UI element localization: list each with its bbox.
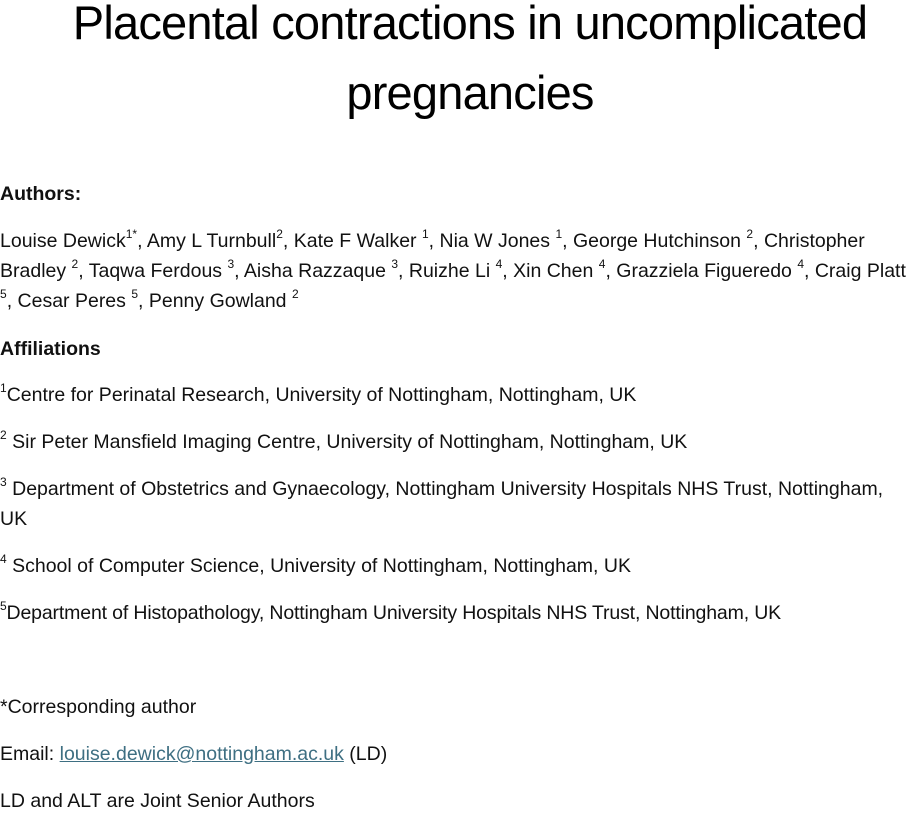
author [439, 226, 573, 252]
authors-heading: Authors: [0, 183, 82, 205]
author-affiliation-number: 4 [797, 256, 804, 271]
author-separator: , [138, 290, 149, 312]
email-line [0, 739, 910, 769]
author-separator: , [428, 230, 440, 252]
author-separator: , [234, 260, 244, 282]
affiliation-number: 2 [0, 427, 7, 442]
email-suffix: (LD) [343, 743, 388, 765]
author-separator: , [137, 230, 147, 252]
affiliation-3 [0, 474, 900, 534]
email-label: Email: [0, 743, 60, 765]
affiliation-4 [0, 551, 910, 581]
author-name: Aisha Razzaque [243, 260, 392, 282]
author-affiliation-number: 2 [71, 256, 79, 271]
author-separator: , [753, 230, 764, 252]
author-name: Grazziela Figueredo [616, 260, 798, 282]
author [148, 286, 299, 312]
author-separator: , [562, 230, 573, 252]
affiliation-text: Department of Histopathology, Nottingham University Hospitals NHS Trust, Nottingham, UK [6, 602, 782, 624]
affiliation-2 [0, 427, 910, 457]
author-name: Craig Platt [814, 260, 906, 282]
author [243, 256, 409, 282]
email-link[interactable]: louise.dewick@nottingham.ac.uk [59, 743, 344, 765]
affiliation-number: 3 [0, 474, 7, 489]
author-name: Louise Dewick [0, 230, 126, 252]
author-affiliation-number: 3 [391, 256, 399, 271]
author-affiliation-number: 1 [421, 226, 429, 241]
author-name: Nia W Jones [439, 230, 556, 252]
author [572, 226, 764, 252]
affiliation-number: 4 [0, 551, 7, 566]
author-separator: , [282, 230, 294, 252]
author-affiliation-number: 1* [125, 226, 138, 241]
author-affiliation-number: 5 [0, 286, 7, 301]
affiliation-text: Department of Obstetrics and Gynaecology, Nottingham University Hospitals NHS Trust, Nottingham, UK [0, 478, 884, 530]
affiliation-5 [0, 598, 910, 628]
author-name: Kate F Walker [293, 230, 422, 252]
author-name: Taqwa Ferdous [88, 260, 228, 282]
author-separator: , [605, 260, 617, 282]
author-name: Xin Chen [513, 260, 599, 282]
author-affiliation-number: 2 [746, 226, 754, 241]
author-affiliation-number: 1 [555, 226, 563, 241]
author [17, 286, 149, 312]
affiliation-number: 5 [0, 598, 7, 613]
author-list [0, 226, 910, 316]
author [88, 256, 244, 282]
author-affiliation-number: 3 [227, 256, 235, 271]
author-name: George Hutchinson [572, 230, 747, 252]
author [293, 226, 440, 252]
author-separator: , [78, 260, 89, 282]
author-affiliation-number: 5 [131, 286, 139, 301]
author-affiliation-number: 4 [495, 256, 503, 271]
affiliation-text: Centre for Perinatal Research, University of Nottingham, Nottingham, UK [6, 384, 637, 406]
author-separator: , [502, 260, 514, 282]
author [616, 256, 815, 282]
author [0, 226, 147, 252]
author [513, 256, 617, 282]
affiliations-heading: Affiliations [0, 338, 101, 360]
affiliation-1 [0, 380, 910, 410]
author-separator: , [804, 260, 815, 282]
affiliation-text: Sir Peter Mansfield Imaging Centre, University of Nottingham, Nottingham, UK [6, 431, 688, 453]
joint-senior-authors-note: LD and ALT are Joint Senior Authors [0, 790, 315, 812]
author [408, 256, 514, 282]
author [146, 226, 294, 252]
author-name: Cesar Peres [17, 290, 132, 312]
author-separator: , [398, 260, 409, 282]
author-separator: , [6, 290, 18, 312]
author-affiliation-number: 2 [291, 286, 299, 301]
author-name: Amy L Turnbull [146, 230, 277, 252]
author-affiliation-number: 4 [598, 256, 606, 271]
corresponding-author-note: *Corresponding author [0, 696, 197, 718]
author-name: Penny Gowland [148, 290, 292, 312]
affiliation-text: School of Computer Science, University of Nottingham, Nottingham, UK [6, 555, 631, 577]
paper-title: Placental contractions in uncomplicated pregnancies [72, 0, 868, 119]
author-affiliation-number: 2 [276, 226, 283, 241]
author-name: Ruizhe Li [408, 260, 496, 282]
author-name: Christopher Bradley [0, 230, 865, 282]
affiliation-number: 1 [0, 380, 7, 395]
